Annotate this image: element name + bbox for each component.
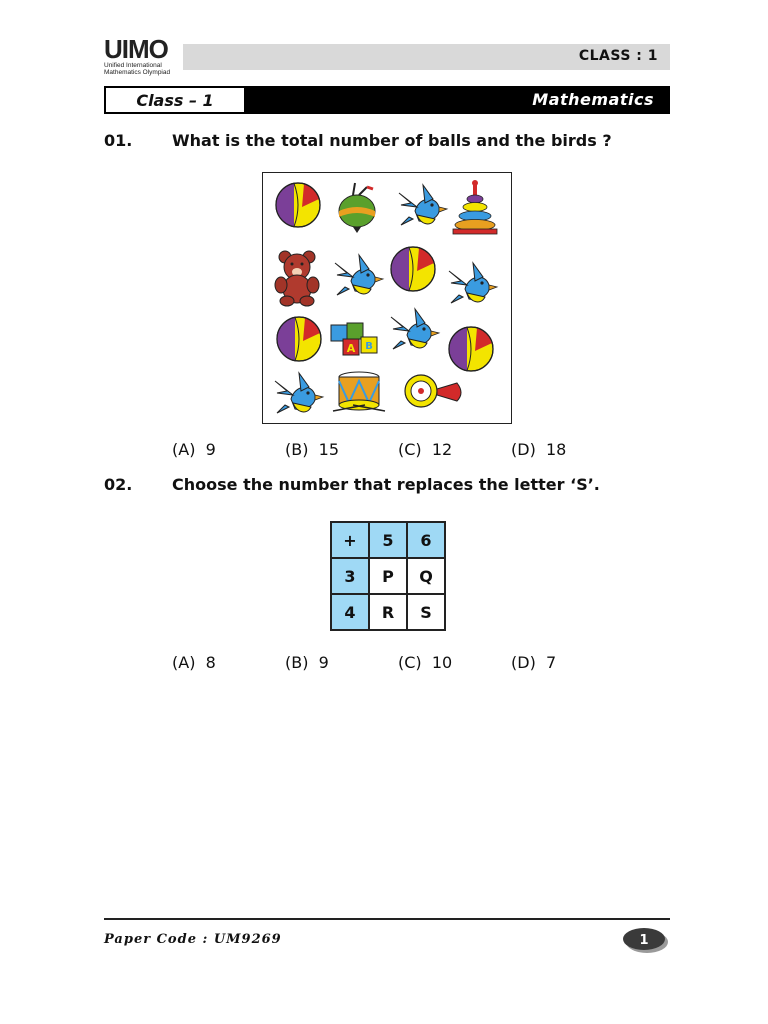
drum-icon — [333, 372, 385, 411]
logo-line-1: Unified International — [104, 62, 162, 69]
q2-option-b[interactable] — [285, 653, 329, 672]
q2-option-a[interactable] — [172, 653, 216, 672]
q2-option-a-label: (A) — [172, 653, 196, 672]
class-label: Class – 1 — [136, 90, 214, 110]
subject-bar — [104, 86, 670, 114]
paper-code: Paper Code : UM9269 — [104, 932, 282, 947]
q2-option-c-value: 10 — [431, 653, 453, 672]
q2-option-d-label: (D) — [511, 653, 536, 672]
subject-label: Mathematics — [532, 90, 654, 109]
teddy-bear-icon — [275, 251, 319, 306]
logo-text: UIMO — [104, 34, 168, 64]
addition-grid — [330, 521, 446, 631]
logo-line-2: Mathematics Olympiad — [104, 69, 171, 76]
rattle-icon — [405, 375, 461, 407]
grid-cell: 3 — [331, 558, 369, 594]
stacking-rings-icon — [453, 180, 497, 234]
question-1-text: What is the total number of balls and the birds ? — [172, 131, 612, 150]
q1-option-a-value: 9 — [205, 440, 216, 459]
q1-option-a[interactable] — [172, 440, 216, 459]
q2-option-b-value: 9 — [318, 653, 329, 672]
question-2-text: Choose the number that replaces the letter ‘S’. — [172, 475, 600, 494]
grid-cell: + — [331, 522, 369, 558]
grid-cell: Q — [407, 558, 445, 594]
grid-cell: R — [369, 594, 407, 630]
q1-option-d-label: (D) — [511, 440, 536, 459]
q1-option-b-value: 15 — [318, 440, 339, 459]
footer-divider — [104, 918, 670, 920]
class-label-box — [106, 88, 244, 112]
grid-cell: 4 — [331, 594, 369, 630]
class-tag: CLASS : 1 — [578, 48, 658, 64]
q1-option-d[interactable] — [511, 440, 566, 459]
grid-cell: S — [407, 594, 445, 630]
question-1-number: 01. — [104, 131, 133, 150]
page-number: 1 — [639, 933, 649, 948]
toys-illustration — [263, 173, 513, 425]
q1-option-c-label: (C) — [398, 440, 422, 459]
q2-option-d-value: 7 — [545, 653, 557, 672]
q1-option-b[interactable] — [285, 440, 339, 459]
spinning-top-icon — [339, 183, 375, 233]
class-tag-bar — [183, 44, 670, 70]
q1-option-a-label: (A) — [172, 440, 196, 459]
q2-option-a-value: 8 — [205, 653, 216, 672]
uimo-logo — [104, 36, 180, 78]
page-number-badge — [620, 926, 670, 954]
q2-option-b-label: (B) — [285, 653, 309, 672]
question-1-picture — [262, 172, 512, 424]
q1-option-b-label: (B) — [285, 440, 309, 459]
abc-blocks-icon — [331, 323, 377, 355]
q1-option-c[interactable] — [398, 440, 452, 459]
q2-option-d[interactable] — [511, 653, 556, 672]
grid-cell: 6 — [407, 522, 445, 558]
q2-option-c[interactable] — [398, 653, 452, 672]
grid-cell: P — [369, 558, 407, 594]
q1-option-d-value: 18 — [545, 440, 567, 459]
q1-option-c-value: 12 — [431, 440, 453, 459]
q2-option-c-label: (C) — [398, 653, 422, 672]
question-2-number: 02. — [104, 475, 133, 494]
svg-text:A: A — [346, 342, 356, 355]
svg-text:B: B — [365, 341, 373, 352]
grid-cell: 5 — [369, 522, 407, 558]
